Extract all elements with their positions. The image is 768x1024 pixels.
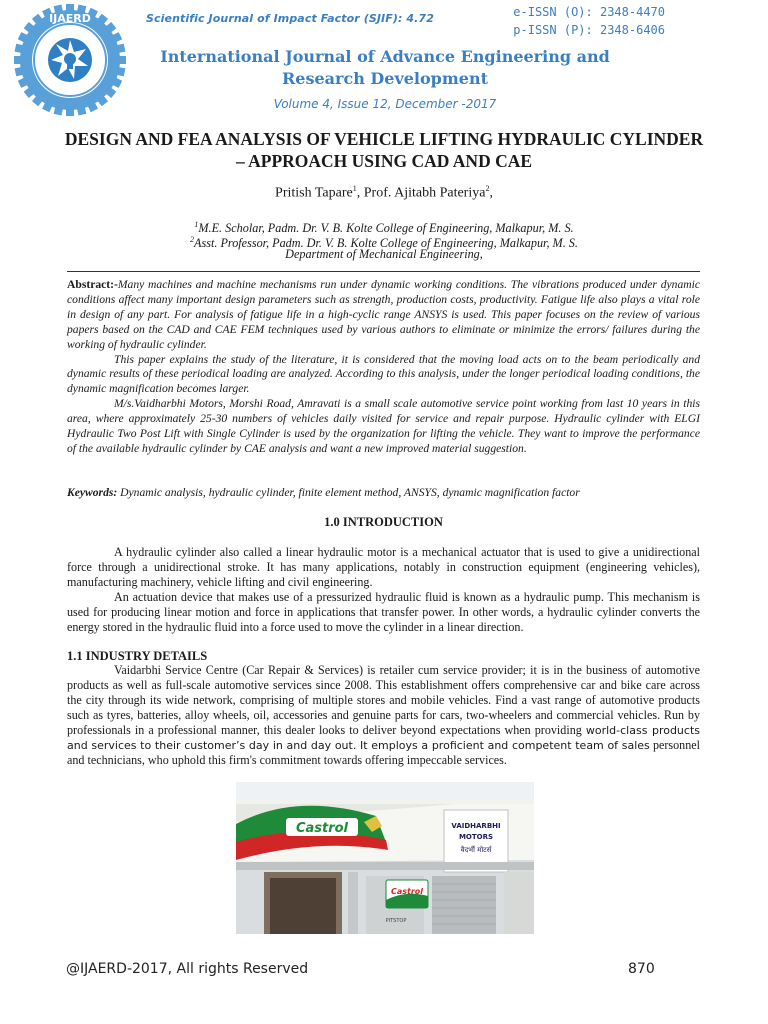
abstract-p3: M/s.Vaidharbhi Motors, Morshi Road, Amravati is a small scale automotive service point working from last 10 years in this area, where approximately 25-30 numbers of vehicles daily visited for service and repair purpose. Hydraulic cylinder with ELGI Hydraulic Two Post Lift with Single Cylinder is used by the organization for lifting the vehicle. They want to improve the performance of the available hydraulic cylinder by CAE analysis and want a new improved material suggestion. — [67, 397, 700, 455]
intro-p2: An actuation device that makes use of a pressurized hydraulic fluid is known as a hydraulic pump. This mechanism is used for producing linear motion and force in applications that transfer power. In other words, a hydraulic cylinder converts the energy stored in the hydraulic fluid into a force used to move the cylinder in a linear direction. — [67, 590, 700, 634]
pissn: p-ISSN (P): 2348-6406 — [513, 23, 665, 37]
affiliation-2-sup: 2 — [190, 235, 195, 244]
keywords-text: Dynamic analysis, hydraulic cylinder, finite element method, ANSYS, dynamic magnification factor — [117, 486, 580, 499]
abstract-p1: Many machines and machine mechanisms run under dynamic working conditions. The vibrations produced under dynamic conditions affect many important design parameters such as strength, production costs, productivity. Fatigue life also plays a vital role in design of any part. For analysis of fatigue life in a high-cyclic range ANSYS is used. This paper focuses on the review of various papers based on the CAD and CAE FEM techniques used by various authors to eliminate or minimize the errors/ failures during the working of hydraulic cylinder. — [67, 278, 700, 351]
keywords-label: Keywords: — [67, 486, 118, 499]
author-2-sup: 2 — [485, 184, 490, 193]
abstract-label: Abstract:- — [67, 278, 118, 291]
author-2: Prof. Ajitabh Pateriya — [363, 185, 486, 201]
logo-text: IJAERD — [49, 12, 91, 25]
industry-p1-highlight: world-class products and services to their customer’s day in and day out. It employs a proficient and competent team of sales — [67, 724, 700, 752]
logo-gear-tooth — [14, 56, 24, 64]
copyright-footer: @IJAERD-2017, All rights Reserved — [66, 961, 309, 977]
affiliation-1-sup: 1 — [194, 220, 199, 229]
pitstop-text: PITSTOP — [385, 918, 407, 924]
author-1: Pritish Tapare — [275, 185, 353, 201]
industry-p1: Vaidarbhi Service Centre (Car Repair & Services) is retailer cum service provider; it is in the business of automotive products as well as full-scale automotive services since 2008. This establishment offers comprehensive car and bike care across the city through its wide network, comprising of multiple stores and mobile vehicles. Find a vast range of automotive products such as tyres, batteries, alloy wheels, oil, accessories and genuine parts for cars, two-wheelers and commercial vehicles. Run by professionals in a professional manner, this dealer looks to deliver beyond expectations when providing — [67, 663, 700, 737]
section-heading-introduction: 1.0 INTRODUCTION — [324, 515, 443, 529]
shop-sign-line1: VAIDHARBHI — [451, 822, 501, 830]
pitstop-castrol-text: Castrol — [390, 887, 424, 896]
department: Department of Mechanical Engineering, — [285, 247, 483, 261]
author-end: , — [489, 185, 493, 201]
logo-gear-tooth — [66, 106, 74, 116]
affiliation-2-text: Asst. Professor, Padm. Dr. V. B. Kolte College of Engineering, Malkapur, M. S. — [194, 236, 578, 251]
journal-name: International Journal of Advance Engineering and Research Development — [160, 47, 610, 88]
castrol-sign-text: Castrol — [295, 821, 349, 836]
section-heading-industry: 1.1 INDUSTRY DETAILS — [67, 649, 208, 663]
abstract-divider — [67, 271, 700, 272]
industry-p1-end: personnel and technicians, who uphold this firm's commitment towards offering impeccable services. — [67, 738, 700, 767]
journal-logo — [12, 2, 128, 118]
shop-sign-line2: MOTORS — [458, 833, 494, 841]
intro-p1: A hydraulic cylinder also called a linear hydraulic motor is a mechanical actuator that is used to give a unidirectional force through a unidirectional stroke. It has many applications, notably in construction equipment (engineering vehicles), manufacturing machinery, vehicle lifting and civil engineering. — [67, 545, 700, 589]
keywords — [67, 486, 700, 499]
logo-gear-tooth — [116, 56, 126, 64]
affiliation-1-text: M.E. Scholar, Padm. Dr. V. B. Kolte College of Engineering, Malkapur, M. S. — [198, 221, 574, 236]
page-number: 870 — [628, 961, 655, 977]
sjif-label: Scientific Journal of Impact Factor (SJIF): 4.72 — [146, 12, 434, 25]
industry-body — [67, 663, 700, 768]
author-separator: , — [356, 185, 364, 201]
abstract-p2: This paper explains the study of the literature, it is considered that the moving load acts on to the beam periodically and dynamic results of these periodical loading are analyzed. According to this analysis, under the longer periodical loading conditions, the dynamic magnification becomes larger. — [67, 352, 700, 396]
authors — [60, 184, 708, 202]
eissn: e-ISSN (O): 2348-4470 — [513, 5, 665, 19]
volume-issue: Volume 4, Issue 12, December -2017 — [273, 97, 497, 111]
storefront-photo — [236, 782, 534, 934]
introduction-body — [67, 545, 700, 635]
abstract — [67, 278, 700, 457]
shop-sign-line3: वैदर्भी मोटर्स — [460, 846, 492, 854]
author-1-sup: 1 — [352, 184, 357, 193]
paper-title: DESIGN AND FEA ANALYSIS OF VEHICLE LIFTING HYDRAULIC CYLINDER – APPROACH USING CAD AND CAE — [64, 129, 704, 171]
